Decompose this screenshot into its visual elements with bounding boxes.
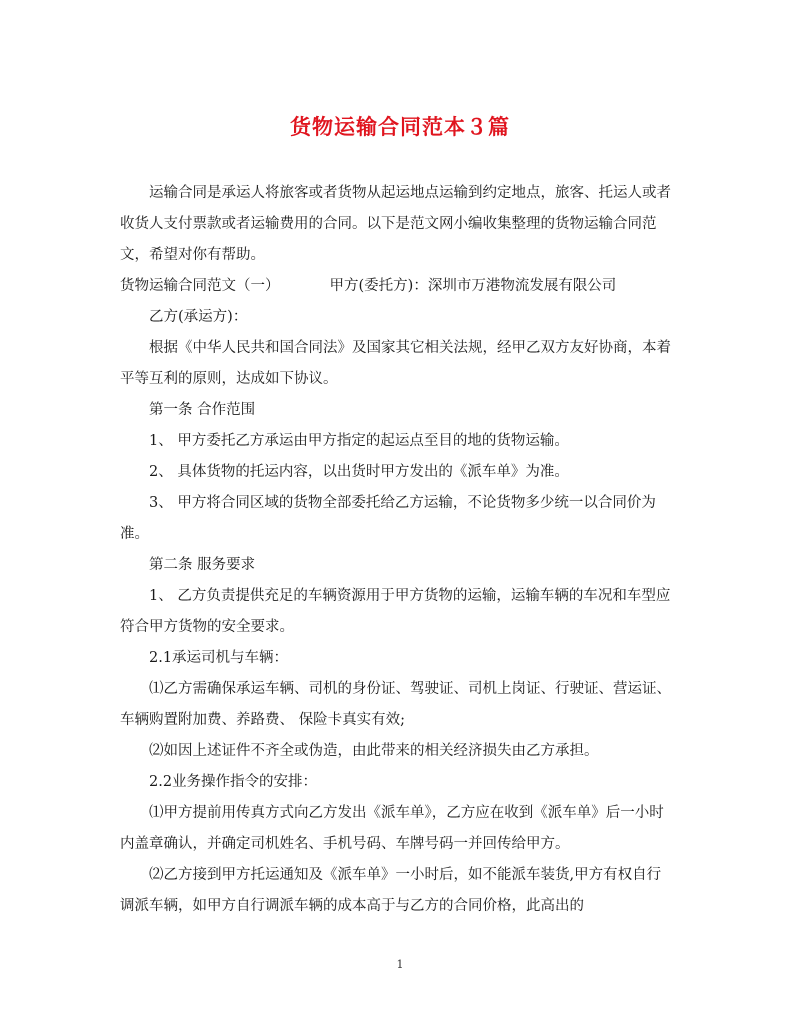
article-1-item-3: 3、 甲方将合同区域的货物全部委托给乙方运输，不论货物多少统一以合同价为准。 (120, 495, 656, 542)
article-2-item-1: 1、 乙方负责提供充足的车辆资源用于甲方货物的运输，运输车辆的车况和车型应符合甲方货物的安全要求。 (120, 588, 671, 635)
section-2-2-heading: 2.2业务操作指令的安排： (149, 774, 318, 790)
contract-heading: 货物运输合同范文（一） (120, 278, 280, 294)
party-b: 乙方(承运方)： (149, 309, 248, 325)
party-a: 甲方(委托方)：深圳市万港物流发展有限公司 (329, 278, 617, 294)
section-2-1-item-1: ⑴乙方需确保承运车辆、司机的身份证、驾驶证、司机上岗证、行驶证、营运证、车辆购置附加费、养路费、 保险卡真实有效; (120, 681, 671, 728)
preamble-paragraph: 根据《中华人民共和国合同法》及国家其它相关法规，经甲乙双方友好协商，本着平等互利的原则，达成如下协议。 (120, 340, 671, 387)
article-1-heading: 第一条 合作范围 (149, 402, 256, 418)
section-2-2-item-2: ⑵乙方接到甲方托运通知及《派车单》一小时后，如不能派车装货,甲方有权自行调派车辆，如甲方自行调派车辆的成本高于与乙方的合同价格，此高出的 (120, 867, 662, 914)
article-1-item-2: 2、 具体货物的托运内容，以出货时甲方发出的《派车单》为准。 (149, 464, 569, 480)
page-number: 1 (396, 958, 404, 971)
section-2-1-heading: 2.1承运司机与车辆： (149, 650, 289, 666)
article-2-heading: 第二条 服务要求 (149, 557, 256, 573)
article-1-item-1: 1、 甲方委托乙方承运由甲方指定的起运点至目的地的货物运输。 (149, 433, 569, 449)
section-2-1-item-2: ⑵如因上述证件不齐全或伪造，由此带来的相关经济损失由乙方承担。 (149, 743, 599, 759)
section-2-2-item-1: ⑴甲方提前用传真方式向乙方发出《派车单》，乙方应在收到《派车单》后一小时内盖章确认，并确定司机姓名、手机号码、车牌号码一并回传给甲方。 (120, 805, 664, 852)
document-body (120, 178, 672, 922)
intro-paragraph: 运输合同是承运人将旅客或者货物从起运地点运输到约定地点，旅客、托运人或者收货人支付票款或者运输费用的合同。以下是范文网小编收集整理的货物运输合同范文，希望对你有帮助。 (120, 185, 671, 263)
contract-heading-line (120, 271, 672, 302)
document-title: 货物运输合同范本３篇 (290, 114, 510, 139)
